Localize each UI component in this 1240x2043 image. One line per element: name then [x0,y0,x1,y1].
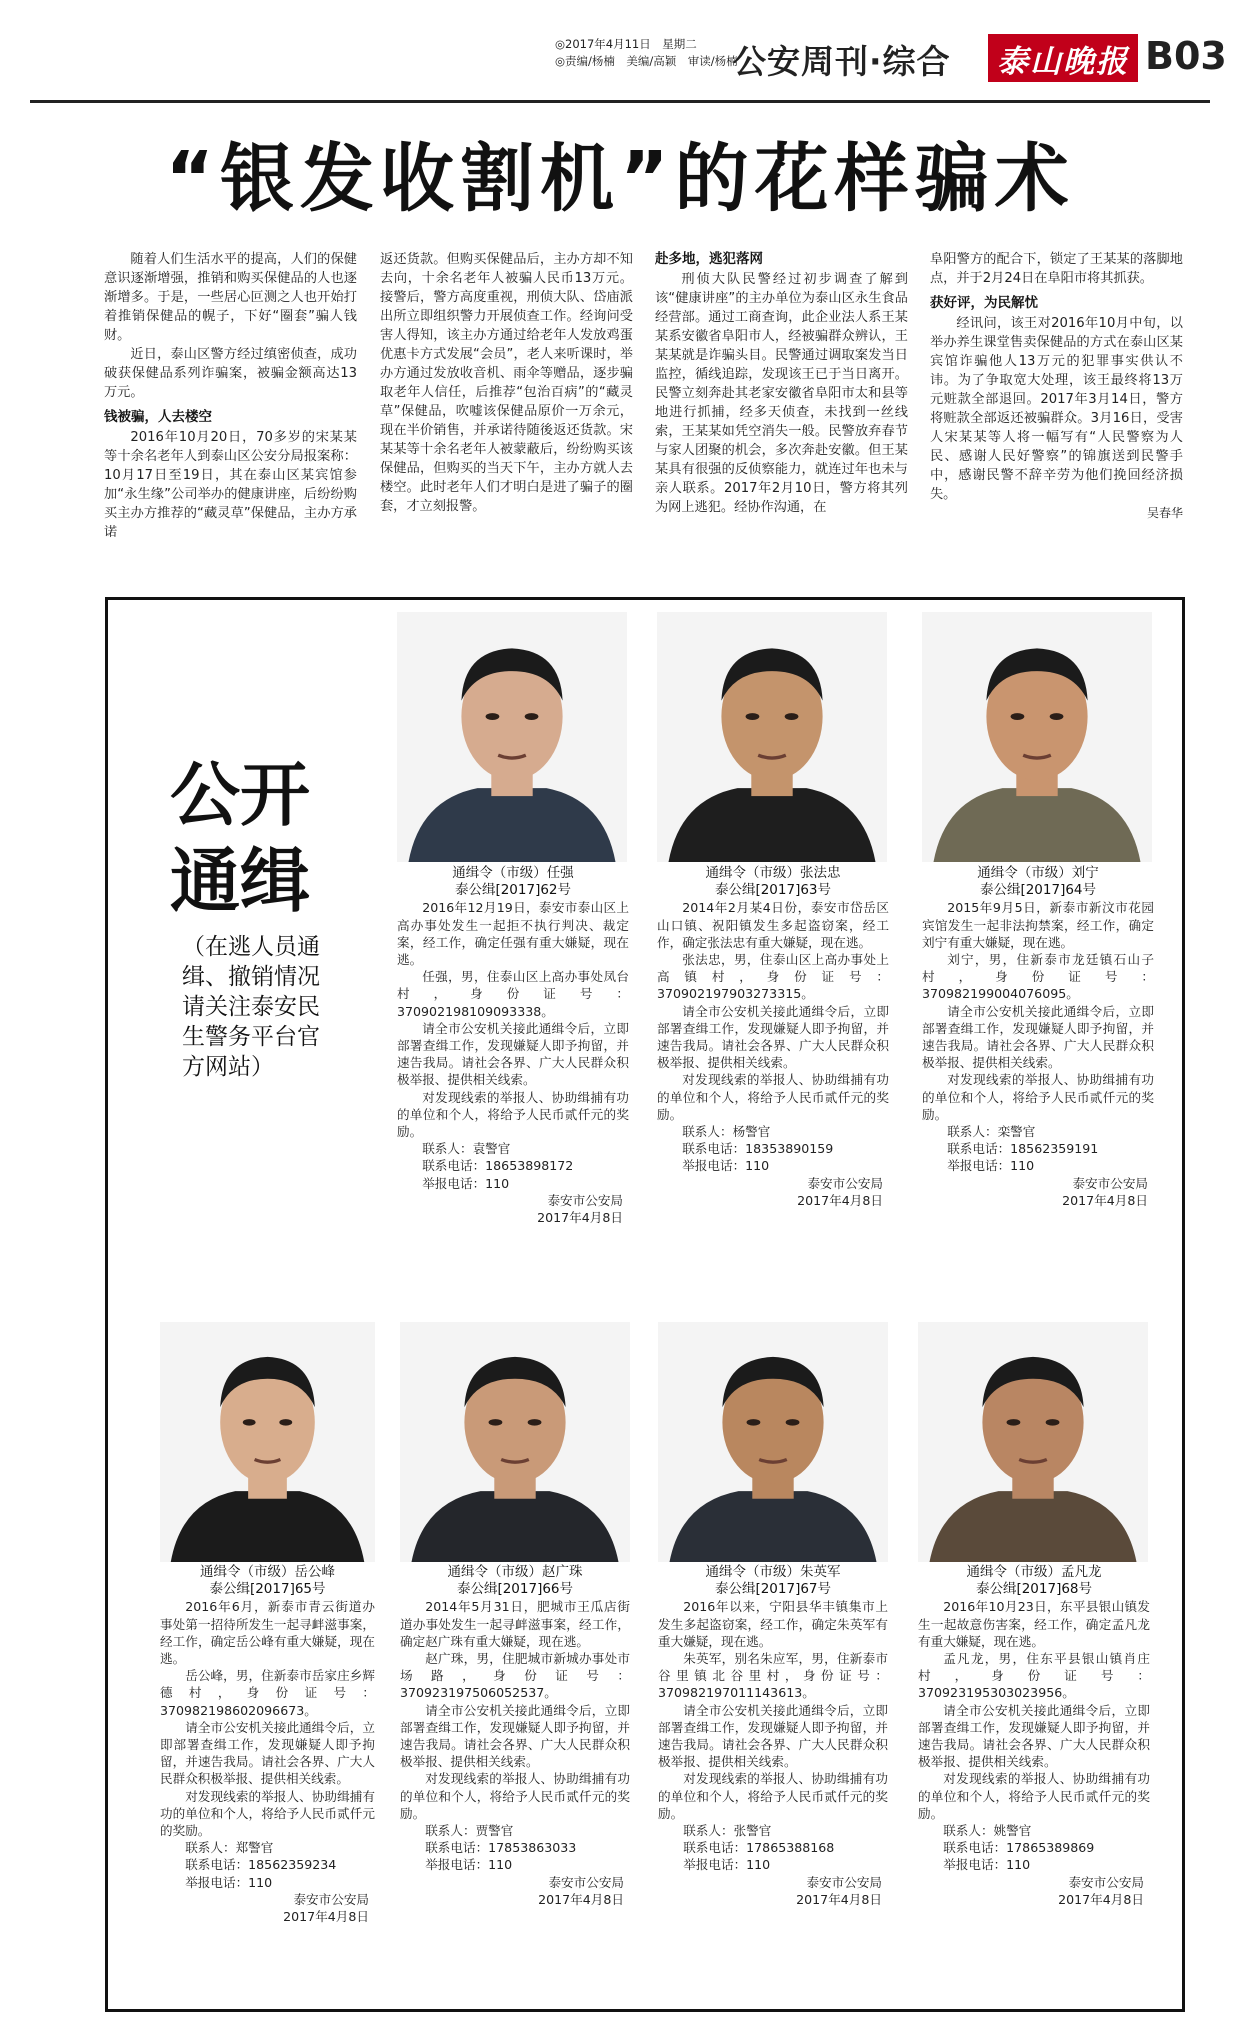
issuer: 泰安市公安局 [1072,1175,1148,1191]
contact-name: 杨警官 [732,1124,771,1140]
contact-line [918,1822,1150,1839]
phone-label: 联系电话： [947,1141,1011,1157]
request-text: 请全市公安机关接此通缉令后，立即部署查缉工作，发现嫌疑人即予拘留，并速告我局。请社会各界、广大人民群众积极举报、提供相关线索。 [160,1719,375,1787]
suspect-identity: 任强，男，住泰山区上高办事处凤台村，身份证号：370902198109093338。 [397,969,629,1019]
contact-label: 联系人： [422,1141,473,1157]
phone-line [657,1140,889,1157]
subheading: 赴多地，逃犯落网 [655,251,763,267]
case-description: 2014年5月31日，肥城市王瓜店街道办事处发生一起寻衅滋事案，经工作，确定赵广珠有重大嫌疑，现在逃。 [400,1599,630,1649]
issue-date: 2017年4月8日 [1062,1192,1148,1208]
contact-line [922,1123,1154,1140]
portrait-graphic [922,612,1152,862]
contact-name: 贾警官 [475,1823,514,1839]
phone-line [400,1839,630,1856]
phone-label: 联系电话： [422,1158,486,1174]
hotline-label: 举报电话： [947,1158,1011,1174]
suspect-photo [397,612,627,862]
hotline-line [657,1157,889,1174]
contact-line [658,1822,888,1839]
issuer: 泰安市公安局 [293,1891,369,1907]
case-description: 2016年6月，新泰市青云街道办事处第一招待所发生一起寻衅滋事案，经工作，确定岳公峰有重大嫌疑，现在逃。 [160,1599,375,1667]
headline: “银发收割机”的花样骗术 [165,136,1075,222]
phone-line [397,1157,629,1174]
phone-line [922,1140,1154,1157]
contact-label: 联系人： [683,1823,734,1839]
request-text: 请全市公安机关接此通缉令后，立即部署查缉工作，发现嫌疑人即予拘留，并速告我局。请社会各界、广大人民群众积极举报、提供相关线索。 [657,1003,889,1071]
contact-name: 姚警官 [993,1823,1032,1839]
portrait-graphic [658,1322,888,1562]
eye-shape [525,713,539,720]
contact-name: 栾警官 [997,1124,1036,1140]
hotline-label: 举报电话： [943,1857,1007,1873]
contact-label: 联系人： [943,1823,994,1839]
phone-line [160,1856,375,1873]
hotline-line [658,1856,888,1873]
portrait-graphic [918,1322,1148,1562]
suspect-photo [160,1322,375,1562]
portrait-graphic [657,612,887,862]
suspect-identity: 岳公峰，男，住新泰市岳家庄乡辉德村，身份证号：370982198602096673。 [160,1668,375,1718]
phone-label: 联系电话： [943,1840,1007,1856]
wanted-order-title: 通缉令（市级）刘宁 [977,865,1099,881]
eye-shape [1050,713,1064,720]
issue-date: 2017年4月8日 [283,1909,369,1925]
wanted-card-text [397,865,629,1226]
suspect-photo [922,612,1152,862]
suspect-photo [918,1322,1148,1562]
hotline-line [922,1157,1154,1174]
hotline-number: 110 [746,1857,771,1873]
request-text: 请全市公安机关接此通缉令后，立即部署查缉工作，发现嫌疑人即予拘留，并速告我局。请社会各界、广大人民群众积极举报、提供相关线索。 [658,1702,888,1770]
hotline-label: 举报电话： [682,1158,746,1174]
issuer: 泰安市公安局 [548,1874,624,1890]
subheading: 获好评，为民解忧 [930,295,1038,311]
reward-text: 对发现线索的举报人、协助缉捕有功的单位和个人，将给予人民币贰仟元的奖励。 [160,1788,375,1839]
hotline-number: 110 [488,1857,513,1873]
page-number: B03 [1145,34,1227,78]
hotline-line [160,1874,375,1891]
suspect-photo [657,612,887,862]
phone-label: 联系电话： [682,1141,746,1157]
paragraph: 阜阳警方的配合下，锁定了王某某的落脚地点，并于2月24日在阜阳市将其抓获。 [930,252,1183,286]
wanted-order-number: 泰公缉[2017]68号 [975,1581,1093,1598]
request-text: 请全市公安机关接此通缉令后，立即部署查缉工作，发现嫌疑人即予拘留，并速告我局。请社会各界、广大人民群众积极举报、提供相关线索。 [397,1020,629,1088]
section-title: 公安周刊·综合 [733,42,951,81]
wanted-order-number: 泰公缉[2017]65号 [209,1581,326,1598]
reward-text: 对发现线索的举报人、协助缉捕有功的单位和个人，将给予人民币贰仟元的奖励。 [400,1771,630,1821]
byline: 吴春华 [1146,506,1183,520]
issue-date: 2017年4月8日 [538,1891,624,1907]
hotline-number: 110 [745,1158,770,1174]
eye-shape [243,1419,256,1426]
hotline-number: 110 [485,1175,510,1191]
hotline-line [400,1856,630,1873]
date-line: ◎2017年4月11日 星期二 [555,37,697,51]
phone-number: 18562359234 [248,1857,337,1873]
wanted-order-title: 通缉令（市级）朱英军 [705,1564,841,1580]
contact-label: 联系人： [682,1124,733,1140]
request-text: 请全市公安机关接此通缉令后，立即部署查缉工作，发现嫌疑人即予拘留，并速告我局。请社会各界、广大人民群众积极举报、提供相关线索。 [400,1702,630,1770]
article-column-1 [104,250,357,542]
reward-text: 对发现线索的举报人、协助缉捕有功的单位和个人，将给予人民币贰仟元的奖励。 [658,1771,888,1821]
reward-text: 对发现线索的举报人、协助缉捕有功的单位和个人，将给予人民币贰仟元的奖励。 [657,1072,889,1122]
portrait-graphic [400,1322,630,1562]
issuer: 泰安市公安局 [807,1175,883,1191]
suspect-identity: 张法忠，男，住泰山区上高办事处上高镇村，身份证号：370902197903273315。 [657,952,889,1002]
contact-line [397,1140,629,1157]
phone-number: 18653898172 [485,1158,574,1174]
eye-shape [489,1419,503,1426]
issue-date: 2017年4月8日 [1058,1891,1144,1907]
suspect-identity: 孟凡龙，男，住东平县银山镇肖庄村，身份证号：370923195303023956。 [918,1651,1150,1701]
header-rule [30,100,1210,103]
contact-label: 联系人： [947,1124,998,1140]
contact-line [657,1123,889,1140]
eye-shape [747,1419,761,1426]
paragraph: 近日，泰山区警方经过缜密侦查，成功破获保健品系列诈骗案，被骗金额高达13万元。 [104,347,357,400]
hotline-label: 举报电话： [422,1175,486,1191]
issuer: 泰安市公安局 [1068,1874,1144,1890]
wanted-order-number: 泰公缉[2017]67号 [714,1581,832,1598]
portrait-graphic [397,612,627,862]
contact-label: 联系人： [185,1840,236,1856]
portrait-graphic [160,1322,375,1562]
suspect-identity: 刘宁，男，住新泰市龙廷镇石山子村，身份证号：370982199004076095。 [922,952,1154,1002]
phone-number: 18353890159 [745,1141,834,1157]
hotline-line [397,1175,629,1192]
reward-text: 对发现线索的举报人、协助缉捕有功的单位和个人，将给予人民币贰仟元的奖励。 [922,1072,1154,1122]
phone-number: 17865389869 [1006,1840,1095,1856]
wanted-title-line-1: 公开 [170,754,310,836]
hotline-line [918,1856,1150,1873]
issue-date: 2017年4月8日 [537,1210,623,1226]
phone-number: 17865388168 [746,1840,835,1856]
phone-line [918,1839,1150,1856]
hotline-number: 110 [1010,1158,1035,1174]
wanted-order-number: 泰公缉[2017]62号 [454,882,572,899]
header-meta [555,36,738,70]
contact-name: 张警官 [733,1823,772,1839]
hotline-label: 举报电话： [683,1857,747,1873]
hotline-label: 举报电话： [185,1874,249,1890]
suspect-photo [400,1322,630,1562]
wanted-order-number: 泰公缉[2017]66号 [456,1581,574,1598]
paragraph: 返还货款。但购买保健品后，主办方却不知去向，十余名老年人被骗人民币13万元。接警后，警方高度重视，刑侦大队、岱庙派出所立即组织警力开展侦查工作。经询问受害人得知，该主办方通过给老年人发放鸡蛋优惠卡方式发展“会员”，老人来听课时，举办方通过发放收音机、雨伞等赠品，逐步骗取老年人信任，后推荐“包治百病”的“藏灵草”保健品，吹嘘该保健品原价一万余元，现在半价销售，并承诺待随後返还货款。宋某某等十余名老年人被蒙蔽后，纷纷购买该保健品，但购买的当天下午，主办方就人去楼空。此时老年人们才明白是进了骗子的圈套，才立刻报警。 [380,252,633,514]
issue-date: 2017年4月8日 [797,1192,883,1208]
eye-shape [1046,1419,1060,1426]
eye-shape [528,1419,542,1426]
wanted-card-text [160,1564,375,1925]
wanted-order-number: 泰公缉[2017]63号 [714,882,832,899]
paragraph: 2016年10月20日，70多岁的宋某某等十余名老年人到泰山区公安分局报案称：10月17日至19日，其在泰山区某宾馆参加“永生缘”公司举办的健康讲座，后纷纷购买主办方推荐的“藏灵草”保健品，主办方承诺 [104,430,357,540]
wanted-order-title: 通缉令（市级）岳公峰 [200,1564,335,1580]
wanted-order-title: 通缉令（市级）任强 [452,865,574,881]
newspaper-logo: 泰山晚报 [988,34,1138,82]
phone-label: 联系电话： [185,1857,249,1873]
phone-label: 联系电话： [683,1840,747,1856]
wanted-card-text [657,865,889,1209]
article-column-2 [380,250,633,516]
wanted-title [170,752,310,924]
paragraph: 经讯问，该王对2016年10月中旬，以举办养生课堂售卖保健品的方式在泰山区某宾馆诈骗他人13万元的犯罪事实供认不讳。为了争取宽大处理，该王最终将13万元赃款全部退回。2017年3月14日，警方将赃款全部返还被骗群众。3月16日，受害人宋某某等人将一幅写有“人民警察为人民、感谢人民好警察”的锦旗送到民警手中，感谢民警不辞辛劳为他们挽回经济损失。 [930,316,1183,502]
phone-line [658,1839,888,1856]
wanted-card-text [658,1564,888,1908]
contact-name: 郑警官 [235,1840,274,1856]
contact-name: 袁警官 [472,1141,511,1157]
contact-label: 联系人： [425,1823,476,1839]
case-description: 2016年以来，宁阳县华丰镇集市上发生多起盗窃案，经工作，确定朱英军有重大嫌疑，现在逃。 [658,1599,888,1649]
wanted-order-title: 通缉令（市级）赵广珠 [447,1564,583,1580]
wanted-order-title: 通缉令（市级）张法忠 [705,865,841,881]
hotline-number: 110 [1006,1857,1031,1873]
case-description: 2016年10月23日，东平县银山镇发生一起故意伤害案，经工作，确定孟凡龙有重大嫌疑，现在逃。 [918,1599,1150,1649]
article-column-3 [655,250,908,517]
eye-shape [1011,713,1025,720]
wanted-order-number: 泰公缉[2017]64号 [979,882,1097,899]
eye-shape [279,1419,292,1426]
contact-line [400,1822,630,1839]
wanted-order-title: 通缉令（市级）孟凡龙 [966,1564,1102,1580]
issue-date: 2017年4月8日 [796,1891,882,1907]
eye-shape [486,713,500,720]
reward-text: 对发现线索的举报人、协助缉捕有功的单位和个人，将给予人民币贰仟元的奖励。 [397,1089,629,1140]
phone-number: 17853863033 [488,1840,577,1856]
hotline-number: 110 [248,1874,273,1890]
issuer: 泰安市公安局 [806,1874,882,1890]
paragraph: 随着人们生活水平的提高，人们的保健意识逐渐增强，推销和购买保健品的人也逐渐增多。于是，一些居心叵测之人也开始打着推销保健品的幌子，下好“圈套”骗人钱财。 [104,252,357,343]
article-column-4 [930,250,1183,523]
phone-label: 联系电话： [425,1840,489,1856]
case-description: 2014年2月某4日份，泰安市岱岳区山口镇、祝阳镇发生多起盗窃案，经工作，确定张法忠有重大嫌疑，现在逃。 [657,900,889,950]
wanted-card-text [922,865,1154,1209]
issuer: 泰安市公安局 [547,1192,623,1208]
case-description: 2016年12月19日，泰安市泰山区上高办事处发生一起拒不执行判决、裁定案，经工作，确定任强有重大嫌疑，现在逃。 [397,900,629,968]
editor-line: ◎责编/杨楠 美编/高颖 审读/杨楠 [555,54,738,68]
eye-shape [785,713,799,720]
eye-shape [1007,1419,1021,1426]
hotline-label: 举报电话： [425,1857,489,1873]
case-description: 2015年9月5日，新泰市新汶市花园宾馆发生一起非法拘禁案，经工作，确定刘宁有重大嫌疑，现在逃。 [922,900,1154,950]
wanted-card-text [918,1564,1150,1908]
request-text: 请全市公安机关接此通缉令后，立即部署查缉工作，发现嫌疑人即予拘留，并速告我局。请社会各界、广大人民群众积极举报、提供相关线索。 [918,1702,1150,1770]
subheading: 钱被骗，人去楼空 [104,409,212,425]
paragraph: 刑侦大队民警经过初步调查了解到该“健康讲座”的主办单位为泰山区永生食品经营部。通过工商查询，此企业法人系王某某系安徽省阜阳市人，经被骗群众辨认，王某某就是诈骗头目。民警通过调取案发当日监控，循线追踪，发现该王已于当日离开。民警立刻奔赴其老家安徽省阜阳市太和县等地进行抓捕，经多天侦查，未找到一丝线索，王某某如凭空消失一般。民警放弃春节与家人团聚的机会，多次奔赴安徽。但王某某具有很强的反侦察能力，就连过年也未与亲人联系。2017年2月10日，警方将其列为网上逃犯。经协作沟通，在 [655,272,908,515]
contact-line [160,1839,375,1856]
suspect-identity: 赵广珠，男，住肥城市新城办事处市场路，身份证号：370923197506052537。 [400,1651,630,1701]
reward-text: 对发现线索的举报人、协助缉捕有功的单位和个人，将给予人民币贰仟元的奖励。 [918,1771,1150,1821]
eye-shape [786,1419,800,1426]
suspect-identity: 朱英军，别名朱应军，男，住新泰市谷里镇北谷里村，身份证号：370982197011143613。 [658,1651,888,1701]
suspect-photo [658,1322,888,1562]
wanted-note: （在逃人员通缉、撤销情况请关注泰安民生警务平台官方网站） [182,934,320,1080]
phone-number: 18562359191 [1010,1141,1099,1157]
wanted-title-line-2: 通缉 [170,840,310,922]
request-text: 请全市公安机关接此通缉令后，立即部署查缉工作，发现嫌疑人即予拘留，并速告我局。请社会各界、广大人民群众积极举报、提供相关线索。 [922,1003,1154,1071]
eye-shape [746,713,760,720]
wanted-card-text [400,1564,630,1908]
